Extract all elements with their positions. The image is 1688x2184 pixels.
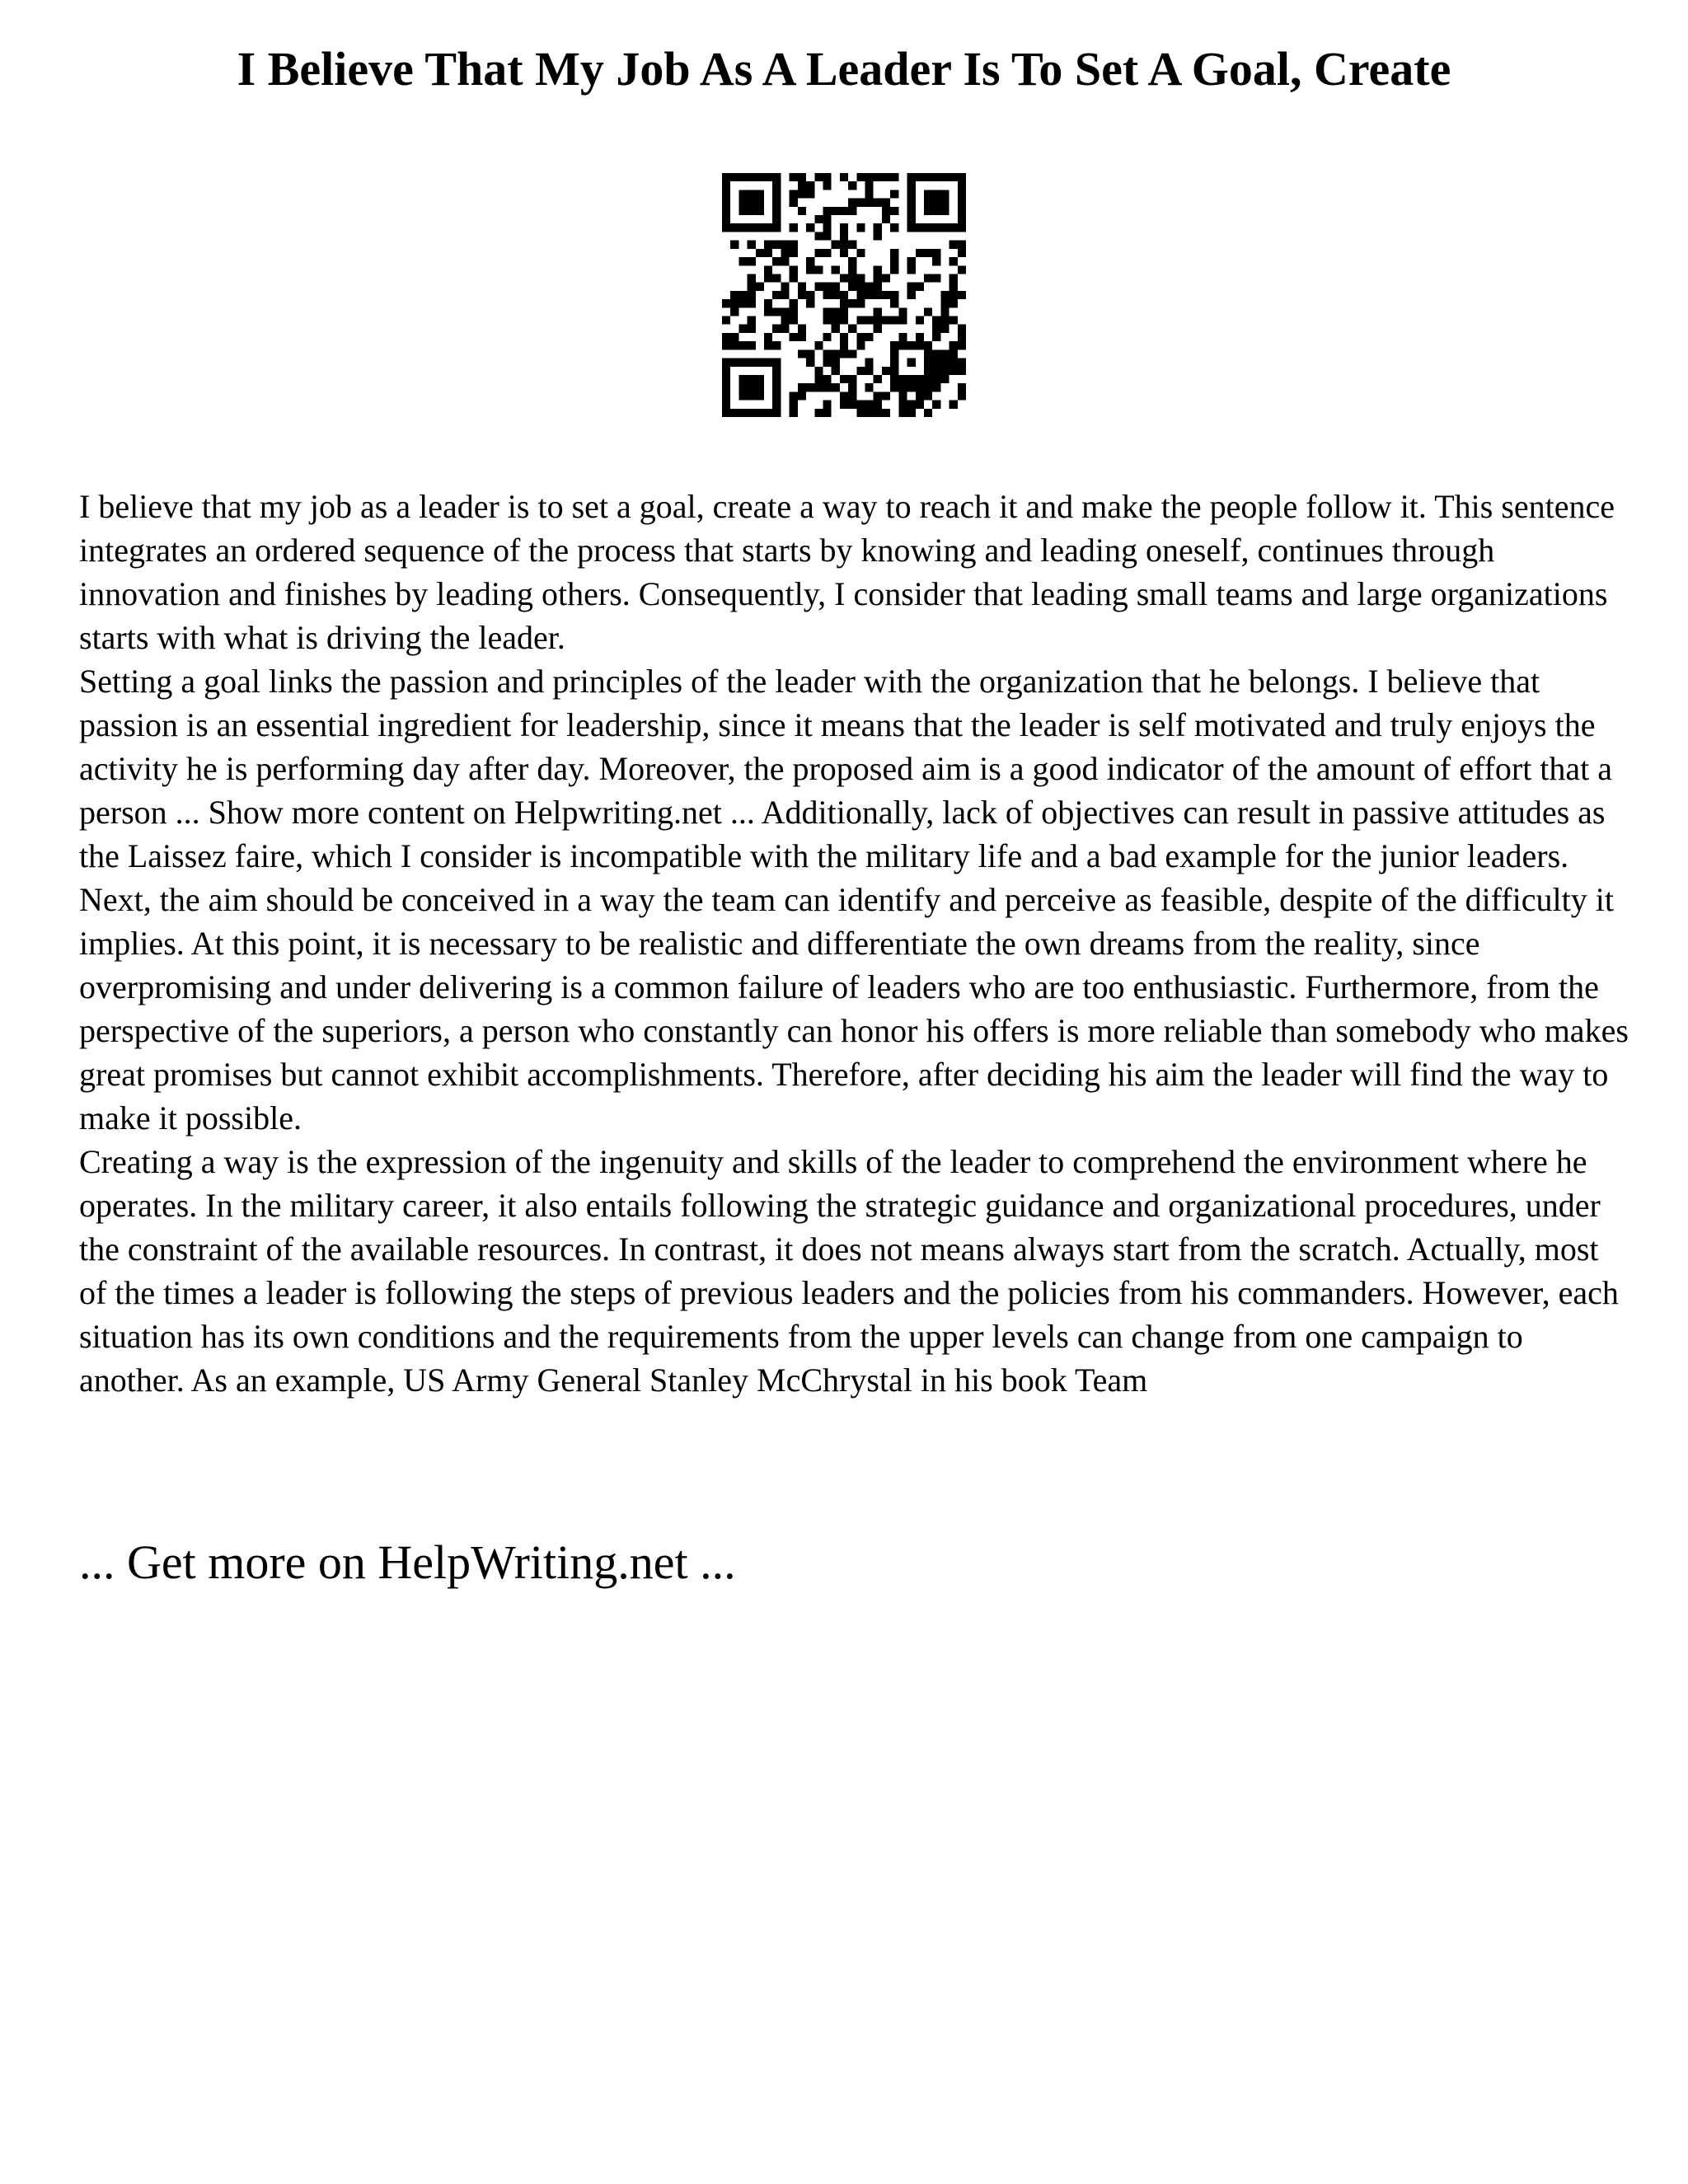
page-title: I Believe That My Job As A Leader Is To Set A Goal, Create: [237, 42, 1451, 96]
get-more-link[interactable]: ... Get more on HelpWriting.net ...: [79, 1535, 736, 1589]
article-body: [79, 485, 1629, 1402]
paragraph: Creating a way is the expression of the ingenuity and skills of the leader to comprehend the environment where he operates. In the military career, it also entails following the strategic guidance and organizational procedures, under the constraint of the available resources. In contrast, it does not means always start from the scratch. Actually, most of the times a leader is following the steps of previous leaders and the policies from his commanders. However, each situation has its own conditions and the requirements from the upper levels can change from one campaign to another. As an example, US Army General Stanley McChrystal in his book Team: [79, 1143, 1619, 1399]
paragraph: Setting a goal links the passion and principles of the leader with the organization that he belongs. I believe that passion is an essential ingredient for leadership, since it means that the leader is self motivated and truly enjoys the activity he is performing day after day. Moreover, the proposed aim is a good indicator of the amount of effort that a person ... Show more content on Helpwriting.net ... Additionally, lack of objectives can result in passive attitudes as the Laissez faire, which I consider is incompatible with the military life and a bad example for the junior leaders. Next, the aim should be conceived in a way the team can identify and perceive as feasible, despite of the difficulty it implies. At this point, it is necessary to be realistic and differentiate the own dreams from the reality, since overpromising and under delivering is a common failure of leaders who are too enthusiastic. Furthermore, from the perspective of the superiors, a person who constantly can honor his offers is more reliable than somebody who makes great promises but cannot exhibit accomplishments. Therefore, after deciding his aim the leader will find the way to make it possible.: [79, 663, 1629, 1137]
paragraph: I believe that my job as a leader is to set a goal, create a way to reach it and make the people follow it. This sentence integrates an ordered sequence of the process that starts by knowing and leading oneself, continues through innovation and finishes by leading others. Consequently, I consider that leading small teams and large organizations starts with what is driving the leader.: [79, 488, 1615, 656]
qr-code-icon: [722, 173, 966, 417]
